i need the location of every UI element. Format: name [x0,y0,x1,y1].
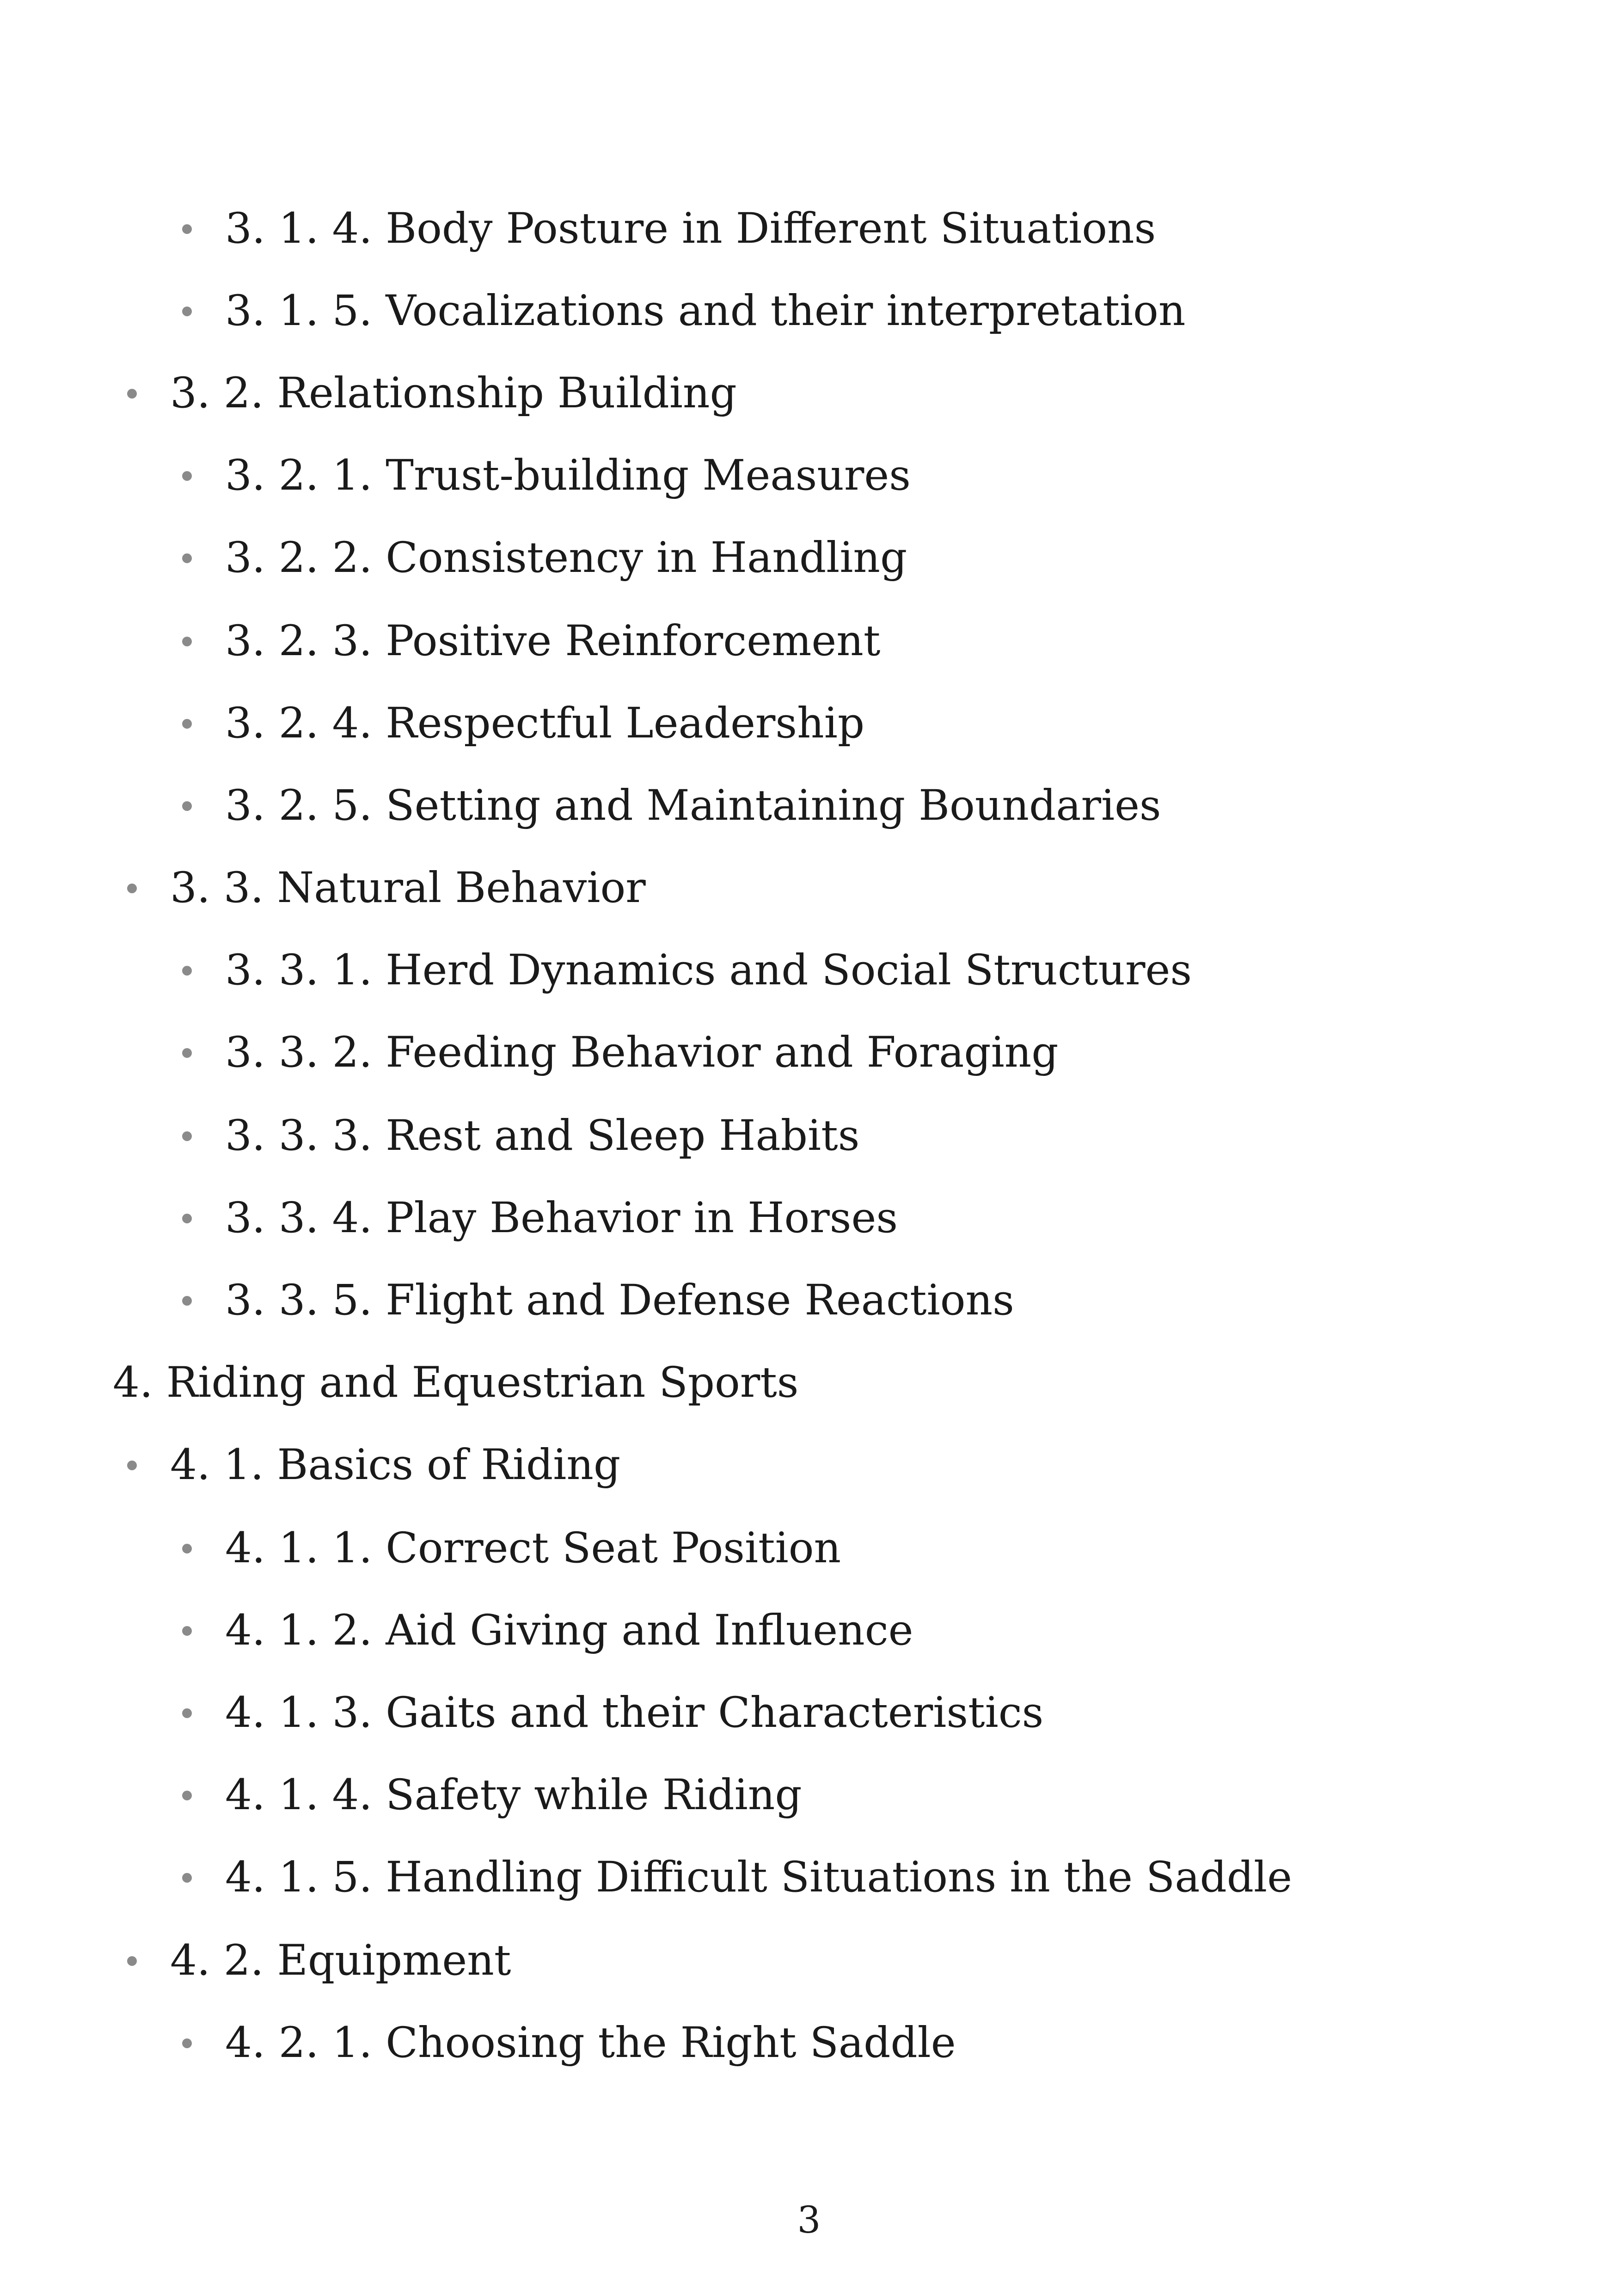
toc-entry-3-1-4[interactable] [182,194,1156,264]
toc-entry-4-1-3[interactable] [182,1678,1043,1748]
toc-entry-4-1-1[interactable] [182,1514,841,1583]
toc-entry-4-1-4[interactable] [182,1761,802,1830]
bullet-icon [127,1956,137,1966]
toc-entry-label: 3. 1. 4. Body Posture in Different Situations [225,204,1156,253]
toc-entry-label: 4. 1. 3. Gaits and their Characteristics [225,1688,1044,1737]
toc-entry-3-2-5[interactable] [182,771,1161,841]
toc-entry-3-2-3[interactable] [182,607,880,676]
toc-entry-3-3-3[interactable] [182,1101,859,1171]
bullet-icon [182,637,192,646]
toc-entry-3-3[interactable] [127,853,646,923]
toc-entry-3-3-5[interactable] [182,1266,1014,1335]
bullet-icon [182,471,192,481]
toc-entry-label: 3. 2. 5. Setting and Maintaining Boundaries [225,781,1161,830]
toc-entry-3-3-1[interactable] [182,936,1192,1005]
toc-entry-3-1-5[interactable] [182,276,1185,346]
bullet-icon [127,1461,137,1470]
toc-entry-4-2[interactable] [127,1926,511,1995]
toc-entry-label: 3. 3. Natural Behavior [170,864,646,912]
bullet-icon [182,1626,192,1636]
bullet-icon [182,1708,192,1718]
toc-entry-label: 3. 3. 2. Feeding Behavior and Foraging [225,1028,1059,1077]
toc-entry-3-2-2[interactable] [182,523,907,593]
toc-entry-3-3-4[interactable] [182,1184,898,1253]
toc-entry-label: 3. 3. 5. Flight and Defense Reactions [225,1276,1014,1325]
toc-entry-label: 3. 3. 1. Herd Dynamics and Social Structures [225,946,1192,995]
toc-entry-4-1-5[interactable] [182,1843,1292,1912]
toc-entry-4-2-1[interactable] [182,2008,956,2078]
bullet-icon [182,307,192,316]
toc-entry-3-2[interactable] [127,359,737,428]
bullet-icon [182,1873,192,1883]
toc-entry-label: 3. 3. 4. Play Behavior in Horses [225,1194,898,1242]
toc-entry-label: 4. 2. 1. Choosing the Right Saddle [225,2019,956,2067]
bullet-icon [182,966,192,976]
bullet-icon [182,1296,192,1306]
bullet-icon [127,884,137,893]
toc-entry-3-3-2[interactable] [182,1018,1059,1087]
bullet-icon [182,801,192,811]
toc-entry-4-1[interactable] [127,1430,620,1500]
toc-entry-3-2-1[interactable] [182,441,911,510]
toc-entry-label: 3. 2. 2. Consistency in Handling [225,534,907,582]
bullet-icon [182,1214,192,1223]
toc-entry-label: 4. 1. 5. Handling Difficult Situations in the Saddle [225,1853,1292,1902]
toc-entry-label: 4. 1. 4. Safety while Riding [225,1771,802,1819]
bullet-icon [182,1544,192,1553]
toc-entry-4[interactable] [113,1348,799,1418]
toc-entry-label: 3. 3. 3. Rest and Sleep Habits [225,1111,860,1160]
toc-entry-label: 4. 1. 1. Correct Seat Position [225,1524,841,1572]
toc-entry-label: 3. 2. 3. Positive Reinforcement [225,617,881,665]
bullet-icon [182,1791,192,1800]
toc-chapter-label: 4. Riding and Equestrian Sports [113,1358,799,1407]
toc-entry-label: 4. 2. Equipment [170,1936,511,1985]
bullet-icon [182,224,192,234]
toc-entry-label: 3. 2. 4. Respectful Leadership [225,699,865,748]
toc-entry-label: 4. 1. Basics of Riding [170,1441,621,1489]
bullet-icon [182,719,192,729]
toc-entry-label: 3. 1. 5. Vocalizations and their interpretation [225,287,1186,335]
bullet-icon [182,1048,192,1058]
bullet-icon [127,389,137,399]
toc-entry-label: 3. 2. 1. Trust-building Measures [225,451,911,500]
toc-entry-label: 3. 2. Relationship Building [170,369,737,417]
bullet-icon [182,1131,192,1141]
toc-entry-label: 4. 1. 2. Aid Giving and Influence [225,1606,913,1655]
bullet-icon [182,2038,192,2048]
toc-entry-3-2-4[interactable] [182,689,864,758]
bullet-icon [182,553,192,563]
page-number: 3 [797,2198,821,2241]
toc-entry-4-1-2[interactable] [182,1596,913,1665]
